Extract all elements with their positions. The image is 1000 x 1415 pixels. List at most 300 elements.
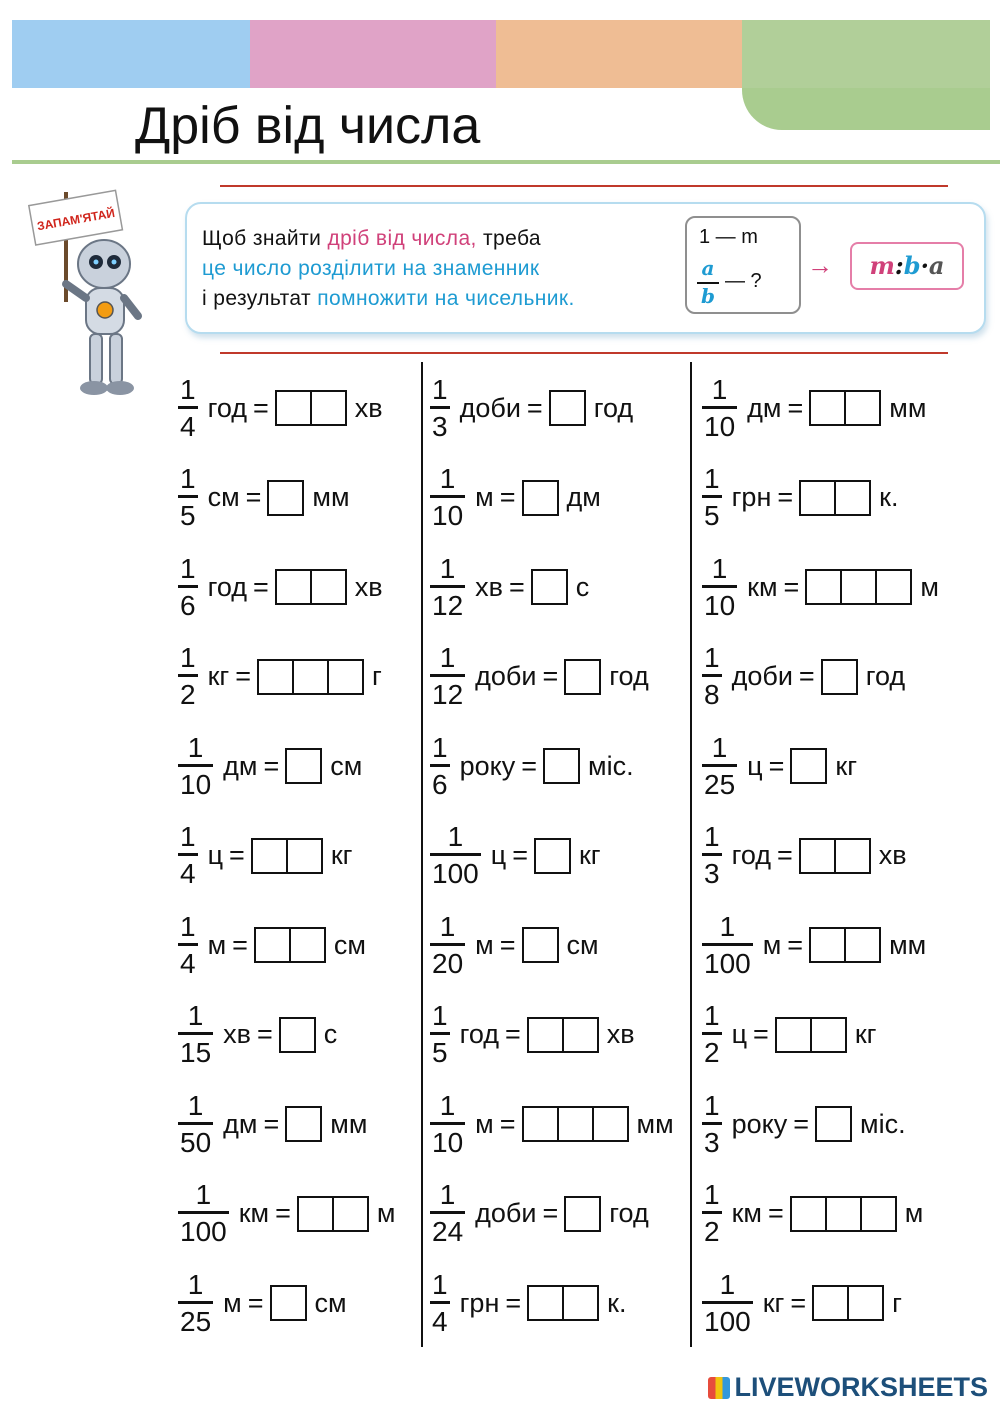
answer-field[interactable] (821, 659, 858, 695)
exercise-row (178, 458, 354, 538)
fraction-numerator: 1 (704, 821, 720, 852)
scheme-row-2: — ? (725, 270, 762, 292)
result-unit: м (904, 1198, 924, 1228)
source-unit: год (207, 392, 248, 423)
answer-cell[interactable] (272, 1287, 305, 1319)
fraction-denominator: 100 (430, 853, 481, 890)
exercise-row (430, 458, 605, 538)
result-unit: год (865, 661, 906, 691)
answer-cell[interactable] (814, 1287, 847, 1319)
answer-cell[interactable] (807, 571, 840, 603)
fraction-numerator: 1 (187, 731, 204, 763)
answer-cell[interactable] (792, 1198, 825, 1230)
column-divider-2 (690, 362, 692, 1347)
fraction (430, 553, 465, 622)
exercise-row (702, 1174, 927, 1254)
answer-cell[interactable] (823, 661, 856, 693)
equals-sign: = (275, 1198, 291, 1228)
answer-field[interactable] (297, 1196, 369, 1232)
source-unit: доби (475, 1198, 537, 1228)
equals-sign: = (768, 750, 785, 781)
result-unit: міс. (860, 1108, 906, 1139)
rule-text-3a: і результат (202, 287, 318, 310)
fraction-denominator: 100 (702, 943, 753, 980)
answer-cell[interactable] (860, 1198, 895, 1230)
answer-field[interactable] (285, 748, 322, 784)
answer-field[interactable] (275, 569, 347, 605)
header-stripe-green (742, 20, 990, 88)
fraction-numerator: 1 (180, 373, 196, 405)
fraction (430, 1090, 465, 1159)
fraction (178, 821, 198, 890)
equals-sign: = (253, 571, 269, 602)
source-unit: км (747, 571, 778, 602)
answer-cell[interactable] (801, 840, 834, 872)
answer-cell[interactable] (287, 750, 320, 782)
answer-cell[interactable] (834, 482, 869, 514)
fraction (430, 1179, 465, 1248)
answer-cell[interactable] (524, 1108, 557, 1140)
answer-field[interactable] (799, 480, 871, 516)
column-divider-1 (421, 362, 423, 1347)
exercise-row (178, 547, 387, 627)
remember-sign-text: ЗАПАМ'ЯТАЙ (36, 205, 116, 234)
answer-cell[interactable] (281, 1019, 314, 1051)
answer-field[interactable] (534, 838, 571, 874)
answer-cell[interactable] (277, 392, 310, 424)
fraction-denominator: 2 (702, 1211, 722, 1248)
fraction-numerator: 1 (187, 1000, 204, 1031)
answer-cell[interactable] (529, 1287, 562, 1319)
answer-cell[interactable] (524, 482, 557, 514)
fraction-denominator: 4 (178, 406, 198, 443)
source-unit: дм (223, 1108, 258, 1139)
exercise-row (430, 905, 603, 985)
equals-sign: = (521, 750, 538, 781)
equals-sign: = (235, 661, 252, 691)
answer-cell[interactable] (811, 929, 844, 961)
source-unit: год (459, 1019, 500, 1049)
answer-field[interactable] (812, 1285, 884, 1321)
answer-cell[interactable] (253, 840, 286, 872)
exercise-row (430, 995, 639, 1075)
result-unit: мм (330, 1108, 368, 1139)
fraction (702, 463, 722, 532)
fraction-denominator: 3 (430, 406, 450, 443)
header-stripe-orange (496, 20, 742, 88)
equals-sign: = (512, 840, 528, 870)
fraction (178, 732, 213, 801)
answer-cell[interactable] (289, 929, 324, 961)
equals-sign: = (542, 1198, 559, 1228)
fraction-denominator: 6 (178, 585, 198, 622)
exercise-row (178, 1263, 351, 1343)
fraction-numerator: 1 (719, 910, 736, 942)
fraction-numerator: 1 (704, 642, 720, 673)
answer-field[interactable] (805, 569, 912, 605)
fraction (178, 463, 198, 532)
answer-cell[interactable] (310, 571, 345, 603)
answer-cell[interactable] (259, 661, 292, 693)
answer-cell[interactable] (327, 661, 362, 693)
answer-cell[interactable] (840, 571, 875, 603)
source-unit: грн (731, 482, 772, 512)
source-unit: ц (747, 750, 763, 781)
source-unit: доби (731, 661, 793, 691)
answer-cell[interactable] (844, 392, 879, 424)
answer-cell[interactable] (801, 482, 834, 514)
answer-field[interactable] (564, 1196, 601, 1232)
source-unit: доби (459, 392, 521, 423)
answer-field[interactable] (522, 927, 559, 963)
fraction-denominator: 10 (430, 495, 465, 532)
exercise-row (702, 995, 881, 1075)
fraction-numerator: 1 (432, 731, 448, 763)
equals-sign: = (783, 571, 800, 602)
result-unit: год (609, 661, 649, 691)
fraction (702, 1090, 722, 1159)
answer-cell[interactable] (286, 840, 321, 872)
equals-sign: = (499, 482, 516, 512)
rule-scheme-box (685, 216, 801, 314)
rule-text-1a: Щоб знайти (202, 227, 328, 250)
fraction-numerator: 1 (195, 1179, 212, 1210)
fraction-denominator: 10 (178, 764, 213, 801)
equals-sign: = (499, 1108, 516, 1139)
fraction-numerator: 1 (704, 1000, 720, 1031)
fraction-numerator: 1 (439, 642, 456, 673)
fraction-denominator: 3 (702, 1122, 722, 1159)
result-unit: г (372, 661, 382, 691)
answer-cell[interactable] (287, 1108, 320, 1140)
red-divider-top (220, 185, 948, 187)
equals-sign: = (263, 750, 280, 781)
fraction (702, 553, 737, 622)
source-unit: ц (731, 1019, 748, 1049)
source-unit: грн (459, 1287, 500, 1318)
exercise-row (178, 637, 386, 717)
source-unit: м (207, 929, 227, 960)
fraction-numerator: 1 (439, 1089, 456, 1121)
answer-cell[interactable] (310, 392, 345, 424)
answer-field[interactable] (522, 480, 559, 516)
equals-sign: = (229, 840, 245, 870)
answer-field[interactable] (809, 927, 881, 963)
answer-cell[interactable] (566, 661, 599, 693)
result-unit: кг (835, 750, 858, 781)
fraction (430, 374, 450, 443)
fraction-denominator: 2 (702, 1032, 722, 1069)
answer-field[interactable] (527, 1017, 599, 1053)
answer-field[interactable] (531, 569, 568, 605)
fraction-numerator: 1 (180, 463, 196, 494)
answer-cell[interactable] (566, 1198, 599, 1230)
fraction-denominator: 10 (702, 406, 737, 443)
equals-sign: = (505, 1019, 521, 1049)
answer-cell[interactable] (562, 1287, 597, 1319)
fraction-numerator: 1 (432, 1000, 448, 1031)
page-title: Дріб від числа (135, 97, 481, 155)
fraction-numerator: 1 (187, 1089, 204, 1121)
answer-field[interactable] (790, 1196, 897, 1232)
fraction (430, 642, 465, 711)
answer-cell[interactable] (299, 1198, 332, 1230)
fraction-denominator: 100 (178, 1211, 229, 1248)
result-unit: кг (330, 840, 353, 870)
exercise-row (430, 547, 593, 627)
result-unit: см (314, 1287, 347, 1318)
source-unit: м (762, 929, 782, 960)
fraction (178, 1269, 213, 1338)
answer-cell[interactable] (847, 1287, 882, 1319)
fraction-denominator: 25 (178, 1301, 213, 1338)
answer-field[interactable] (543, 748, 580, 784)
result-unit: міс. (588, 750, 634, 781)
source-unit: год (731, 840, 772, 870)
equals-sign: = (790, 1287, 807, 1318)
exercise-row (430, 1174, 653, 1254)
source-unit: м (223, 1287, 242, 1318)
equals-sign: = (542, 661, 559, 691)
exercise-row (702, 637, 909, 717)
fraction (178, 911, 198, 980)
fraction (702, 821, 722, 890)
fraction (430, 463, 465, 532)
answer-field[interactable] (270, 1285, 307, 1321)
equals-sign: = (509, 571, 525, 602)
fraction-numerator: 1 (432, 373, 448, 405)
result-unit: кг (578, 840, 601, 870)
fraction (702, 1000, 722, 1069)
header-green-tab (742, 88, 990, 130)
answer-cell[interactable] (545, 750, 578, 782)
fraction (430, 1269, 450, 1338)
answer-cell[interactable] (533, 571, 566, 603)
result-unit: хв (878, 840, 907, 870)
exercise-row (178, 905, 370, 985)
fraction-numerator: 1 (704, 1179, 720, 1210)
fraction (430, 911, 465, 980)
equals-sign: = (263, 1108, 280, 1139)
exercise-row (178, 816, 357, 896)
answer-cell[interactable] (524, 929, 557, 961)
source-unit: дм (747, 392, 782, 423)
fraction (702, 642, 722, 711)
answer-field[interactable] (815, 1106, 852, 1142)
exercise-row (702, 905, 930, 985)
answer-cell[interactable] (844, 929, 879, 961)
answer-cell[interactable] (529, 1019, 562, 1051)
exercise-row (430, 726, 638, 806)
answer-field[interactable] (251, 838, 323, 874)
formula-m: m (869, 251, 895, 280)
answer-field[interactable] (254, 927, 326, 963)
answer-field[interactable] (257, 659, 364, 695)
fraction-denominator: 10 (702, 585, 737, 622)
fraction-denominator: 8 (702, 674, 722, 711)
fraction-denominator: 4 (178, 943, 198, 980)
fraction-denominator: 5 (702, 495, 722, 532)
result-unit: м (920, 571, 939, 602)
title-underline (12, 160, 1000, 164)
result-unit: к. (607, 1287, 627, 1318)
equals-sign: = (247, 1287, 264, 1318)
fraction-denominator: 3 (702, 853, 722, 890)
equals-sign: = (505, 1287, 522, 1318)
exercise-row (430, 1084, 678, 1164)
source-unit: дм (223, 750, 258, 781)
result-unit: год (593, 392, 634, 423)
fraction (178, 1090, 213, 1159)
robot-illustration (26, 188, 166, 403)
fraction-denominator: 4 (430, 1301, 450, 1338)
answer-field[interactable] (527, 1285, 599, 1321)
red-divider-bottom (220, 352, 948, 354)
answer-field[interactable] (549, 390, 586, 426)
fraction (178, 374, 198, 443)
exercise-row (430, 1263, 630, 1343)
result-unit: дм (566, 482, 601, 512)
arrow-icon: → (807, 250, 833, 280)
formula-b: b (903, 251, 921, 280)
equals-sign: = (777, 482, 794, 512)
rule-highlight-multiply: помножити на чисельник. (317, 287, 575, 310)
answer-cell[interactable] (557, 1108, 592, 1140)
answer-field[interactable] (522, 1106, 629, 1142)
fraction (430, 1000, 450, 1069)
fraction (702, 732, 737, 801)
brand-icon (708, 1377, 730, 1399)
answer-cell[interactable] (811, 392, 844, 424)
source-unit: року (459, 750, 516, 781)
fraction (430, 732, 450, 801)
source-unit: м (475, 929, 494, 960)
equals-sign: = (777, 840, 793, 870)
answer-field[interactable] (275, 390, 347, 426)
source-unit: см (207, 482, 240, 512)
answer-field[interactable] (279, 1017, 316, 1053)
fraction-numerator: 1 (439, 1179, 456, 1210)
exercise-row (702, 816, 911, 896)
source-unit: хв (475, 571, 503, 602)
source-unit: км (238, 1198, 270, 1228)
exercise-row (178, 1084, 371, 1164)
brand-logo (708, 1372, 988, 1403)
header-stripe-pink (250, 20, 496, 88)
result-unit: к. (879, 482, 899, 512)
fraction (178, 553, 198, 622)
formula-dot: · (920, 251, 929, 280)
source-unit: року (731, 1108, 788, 1139)
fraction-numerator: 1 (432, 1268, 448, 1300)
answer-cell[interactable] (592, 1108, 627, 1140)
answer-field[interactable] (790, 748, 827, 784)
answer-cell[interactable] (292, 661, 327, 693)
fraction-denominator: 6 (430, 764, 450, 801)
answer-cell[interactable] (562, 1019, 597, 1051)
answer-cell[interactable] (834, 840, 869, 872)
exercise-row (178, 368, 387, 448)
answer-cell[interactable] (792, 750, 825, 782)
equals-sign: = (787, 929, 804, 960)
equals-sign: = (499, 929, 516, 960)
answer-cell[interactable] (810, 1019, 845, 1051)
answer-cell[interactable] (256, 929, 289, 961)
equals-sign: = (245, 482, 262, 512)
exercise-row (178, 995, 341, 1075)
result-unit: хв (606, 1019, 635, 1049)
equals-sign: = (253, 392, 269, 423)
source-unit: ц (490, 840, 507, 870)
fraction-numerator: 1 (180, 642, 196, 673)
source-unit: кг (762, 1287, 785, 1318)
scheme-row-1: 1 — m (699, 226, 758, 248)
answer-field[interactable] (799, 838, 871, 874)
source-unit: год (207, 571, 248, 602)
answer-cell[interactable] (551, 392, 584, 424)
equals-sign: = (798, 661, 815, 691)
rule-highlight-divide: це число розділити на знаменник (202, 257, 540, 280)
exercise-row (702, 368, 930, 448)
answer-field[interactable] (564, 659, 601, 695)
answer-field[interactable] (285, 1106, 322, 1142)
fraction-numerator: 1 (711, 552, 728, 584)
answer-cell[interactable] (875, 571, 910, 603)
fraction (702, 1179, 722, 1248)
answer-cell[interactable] (277, 571, 310, 603)
fraction-numerator: 1 (439, 463, 456, 494)
answer-cell[interactable] (817, 1108, 850, 1140)
answer-cell[interactable] (269, 482, 302, 514)
answer-field[interactable] (267, 480, 304, 516)
fraction-numerator: 1 (447, 821, 464, 852)
fraction-denominator: 5 (178, 495, 198, 532)
fraction-numerator: 1 (711, 373, 728, 405)
header-stripe-blue (12, 20, 250, 88)
source-unit: кг (207, 661, 230, 691)
fraction (178, 1179, 229, 1248)
exercise-row (702, 547, 943, 627)
answer-cell[interactable] (332, 1198, 367, 1230)
exercise-row (430, 637, 653, 717)
fraction-numerator: 1 (704, 463, 720, 494)
exercise-row (702, 726, 861, 806)
result-unit: хв (354, 571, 383, 602)
equals-sign: = (793, 1108, 810, 1139)
result-unit: кг (854, 1019, 877, 1049)
answer-cell[interactable] (825, 1198, 860, 1230)
fraction-numerator: 1 (711, 731, 728, 763)
answer-cell[interactable] (536, 840, 569, 872)
equals-sign: = (767, 1198, 784, 1228)
equals-sign: = (232, 929, 248, 960)
formula-colon: : (894, 251, 904, 280)
result-unit: см (566, 929, 599, 960)
fraction-denominator: 4 (178, 853, 198, 890)
fraction-denominator: 25 (702, 764, 737, 801)
answer-field[interactable] (775, 1017, 847, 1053)
answer-cell[interactable] (777, 1019, 810, 1051)
answer-field[interactable] (809, 390, 881, 426)
rule-box (185, 202, 986, 334)
fraction (702, 374, 737, 443)
exercise-row (702, 1084, 910, 1164)
fraction-denominator: 100 (702, 1301, 753, 1338)
fraction-denominator: 5 (430, 1032, 450, 1069)
equals-sign: = (787, 392, 804, 423)
fraction-denominator: 12 (430, 585, 465, 622)
scheme-denominator: b (701, 284, 715, 308)
